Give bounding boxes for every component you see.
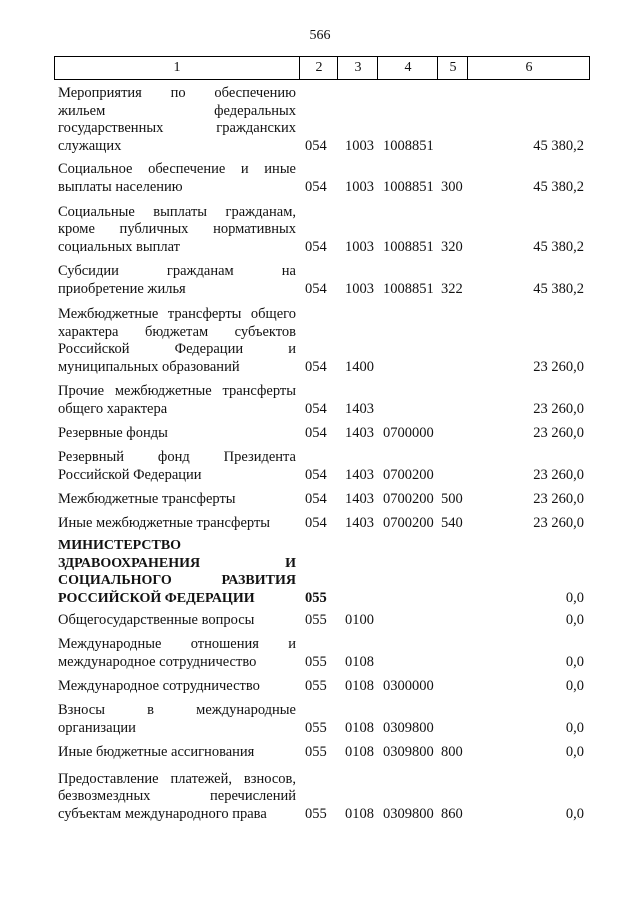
row-description	[58, 85, 296, 155]
table-row	[0, 702, 640, 737]
row-description	[58, 161, 296, 196]
cell-c2: 055	[305, 720, 327, 736]
cell-c3: 1003	[345, 239, 374, 255]
description-line: Прочие межбюджетные трансферты	[58, 383, 296, 399]
description-line: Межбюджетные трансферты	[58, 490, 236, 507]
cell-c6: 0,0	[565, 744, 584, 760]
description-line: международное сотрудничество	[58, 653, 257, 670]
table-row	[0, 678, 640, 696]
cell-c6: 23 260,0	[533, 515, 584, 531]
cell-c3: 1403	[345, 491, 374, 507]
table-header	[54, 56, 590, 80]
description-line: Резервный фонд Президента	[58, 449, 296, 465]
cell-c2: 055	[305, 744, 327, 760]
cell-c6: 0,0	[565, 678, 584, 694]
row-description	[58, 537, 296, 607]
cell-c6: 23 260,0	[533, 359, 584, 375]
cell-c3: 0108	[345, 654, 374, 670]
row-description	[58, 771, 296, 824]
cell-c5: 800	[441, 744, 463, 760]
cell-c6: 0,0	[565, 612, 584, 628]
table-row	[0, 491, 640, 509]
table-row	[0, 306, 640, 376]
description-line: Российской Федерации	[58, 466, 202, 483]
cell-c5: 322	[441, 281, 463, 297]
description-line: Российской Федерации и	[58, 341, 296, 357]
description-line: МИНИСТЕРСТВО	[58, 538, 182, 553]
cell-c6: 0,0	[565, 806, 584, 822]
row-description	[58, 678, 296, 696]
table-row	[0, 204, 640, 257]
table-row	[0, 383, 640, 418]
cell-c4: 1008851	[383, 239, 434, 255]
cell-c2: 054	[305, 401, 327, 417]
cell-c2: 054	[305, 359, 327, 375]
description-line: Социальное обеспечение и иные	[58, 161, 296, 177]
description-line: Межбюджетные трансферты общего	[58, 306, 296, 322]
header-col-4: 4	[377, 57, 438, 79]
row-description	[58, 702, 296, 737]
cell-c3: 0108	[345, 806, 374, 822]
cell-c6: 45 380,2	[533, 281, 584, 297]
cell-c6: 0,0	[565, 654, 584, 670]
description-line: социальных выплат	[58, 238, 180, 255]
description-line: жильем федеральных	[58, 102, 296, 119]
cell-c3: 1003	[345, 281, 374, 297]
description-line: Иные бюджетные ассигнования	[58, 743, 255, 760]
cell-c6: 23 260,0	[533, 467, 584, 483]
cell-c3: 0100	[345, 612, 374, 628]
cell-c4: 1008851	[383, 281, 434, 297]
description-line: Взносы в международные	[58, 702, 296, 718]
cell-c4: 0300000	[383, 678, 434, 694]
description-line: Предоставление платежей, взносов,	[58, 770, 296, 787]
description-line: Социальные выплаты гражданам,	[58, 203, 296, 220]
row-description	[58, 383, 296, 418]
cell-c4: 0700200	[383, 467, 434, 483]
cell-c4: 0309800	[383, 720, 434, 736]
description-line: муниципальных образований	[58, 358, 240, 375]
cell-c5: 540	[441, 515, 463, 531]
cell-c5: 860	[441, 806, 463, 822]
table-row	[0, 612, 640, 630]
cell-c5: 320	[441, 239, 463, 255]
row-description	[58, 449, 296, 484]
cell-c4: 0700200	[383, 491, 434, 507]
header-col-2: 2	[299, 57, 338, 79]
description-line: выплаты населению	[58, 178, 183, 195]
cell-c3: 1403	[345, 467, 374, 483]
cell-c3: 0108	[345, 720, 374, 736]
cell-c2: 054	[305, 491, 327, 507]
table-row	[0, 85, 640, 155]
row-description	[58, 612, 296, 630]
cell-c2: 054	[305, 425, 327, 441]
header-col-5: 5	[437, 57, 468, 79]
cell-c3: 0108	[345, 744, 374, 760]
table-row	[0, 263, 640, 298]
table-row	[0, 515, 640, 533]
description-line: Резервные фонды	[58, 424, 168, 441]
description-line: Мероприятия по обеспечению	[58, 85, 296, 101]
cell-c5: 300	[441, 179, 463, 195]
cell-c3: 0108	[345, 678, 374, 694]
cell-c4: 0700200	[383, 515, 434, 531]
row-description	[58, 306, 296, 376]
cell-c3: 1403	[345, 515, 374, 531]
cell-c4: 0309800	[383, 806, 434, 822]
description-line: Субсидии гражданам на	[58, 263, 296, 279]
description-line: СОЦИАЛЬНОГО РАЗВИТИЯ	[58, 573, 296, 588]
description-line: РОССИЙСКОЙ ФЕДЕРАЦИИ	[58, 590, 255, 606]
table-row	[0, 744, 640, 762]
cell-c2: 054	[305, 239, 327, 255]
row-description	[58, 491, 296, 509]
page-number: 566	[309, 28, 331, 43]
cell-c2: 054	[305, 179, 327, 195]
cell-c2: 055	[305, 678, 327, 694]
row-description	[58, 263, 296, 298]
cell-c2: 054	[305, 281, 327, 297]
description-line: Общегосударственные вопросы	[58, 611, 255, 628]
cell-c6: 23 260,0	[533, 401, 584, 417]
header-col-6: 6	[467, 57, 590, 79]
description-line: ЗДРАВООХРАНЕНИЯ И	[58, 555, 296, 571]
row-description	[58, 744, 296, 762]
description-line: характера бюджетам субъектов	[58, 323, 296, 340]
description-line: приобретение жилья	[58, 280, 186, 297]
cell-c6: 0,0	[565, 720, 584, 736]
cell-c6: 45 380,2	[533, 239, 584, 255]
cell-c3: 1403	[345, 425, 374, 441]
table-row	[0, 425, 640, 443]
cell-c3: 1400	[345, 359, 374, 375]
cell-c4: 0309800	[383, 744, 434, 760]
cell-c2: 055	[305, 806, 327, 822]
table-row	[0, 636, 640, 671]
table-row	[0, 161, 640, 196]
table-row	[0, 771, 640, 824]
cell-c6: 0,0	[565, 590, 584, 606]
row-description	[58, 636, 296, 671]
row-description	[58, 515, 296, 533]
cell-c4: 0700000	[383, 425, 434, 441]
cell-c6: 23 260,0	[533, 425, 584, 441]
description-line: государственных гражданских	[58, 120, 296, 136]
table-row	[0, 537, 640, 607]
description-line: служащих	[58, 137, 122, 154]
description-line: общего характера	[58, 400, 168, 417]
description-line: Международное сотрудничество	[58, 677, 260, 694]
cell-c2: 054	[305, 138, 327, 154]
row-description	[58, 204, 296, 257]
cell-c2: 054	[305, 467, 327, 483]
cell-c3: 1003	[345, 138, 374, 154]
cell-c2: 055	[305, 654, 327, 670]
cell-c2: 054	[305, 515, 327, 531]
description-line: субъектам международного права	[58, 805, 267, 822]
description-line: организации	[58, 719, 136, 736]
cell-c2: 055	[305, 590, 327, 606]
header-col-3: 3	[337, 57, 378, 79]
row-description	[58, 425, 296, 443]
description-line: кроме публичных нормативных	[58, 221, 296, 237]
cell-c6: 23 260,0	[533, 491, 584, 507]
cell-c5: 500	[441, 491, 463, 507]
cell-c3: 1403	[345, 401, 374, 417]
cell-c6: 45 380,2	[533, 138, 584, 154]
description-line: безвозмездных перечислений	[58, 788, 296, 804]
cell-c4: 1008851	[383, 138, 434, 154]
cell-c2: 055	[305, 612, 327, 628]
table-row	[0, 449, 640, 484]
cell-c3: 1003	[345, 179, 374, 195]
header-col-1: 1	[173, 60, 181, 75]
cell-c6: 45 380,2	[533, 179, 584, 195]
cell-c4: 1008851	[383, 179, 434, 195]
description-line: Иные межбюджетные трансферты	[58, 514, 271, 531]
description-line: Международные отношения и	[58, 636, 296, 652]
